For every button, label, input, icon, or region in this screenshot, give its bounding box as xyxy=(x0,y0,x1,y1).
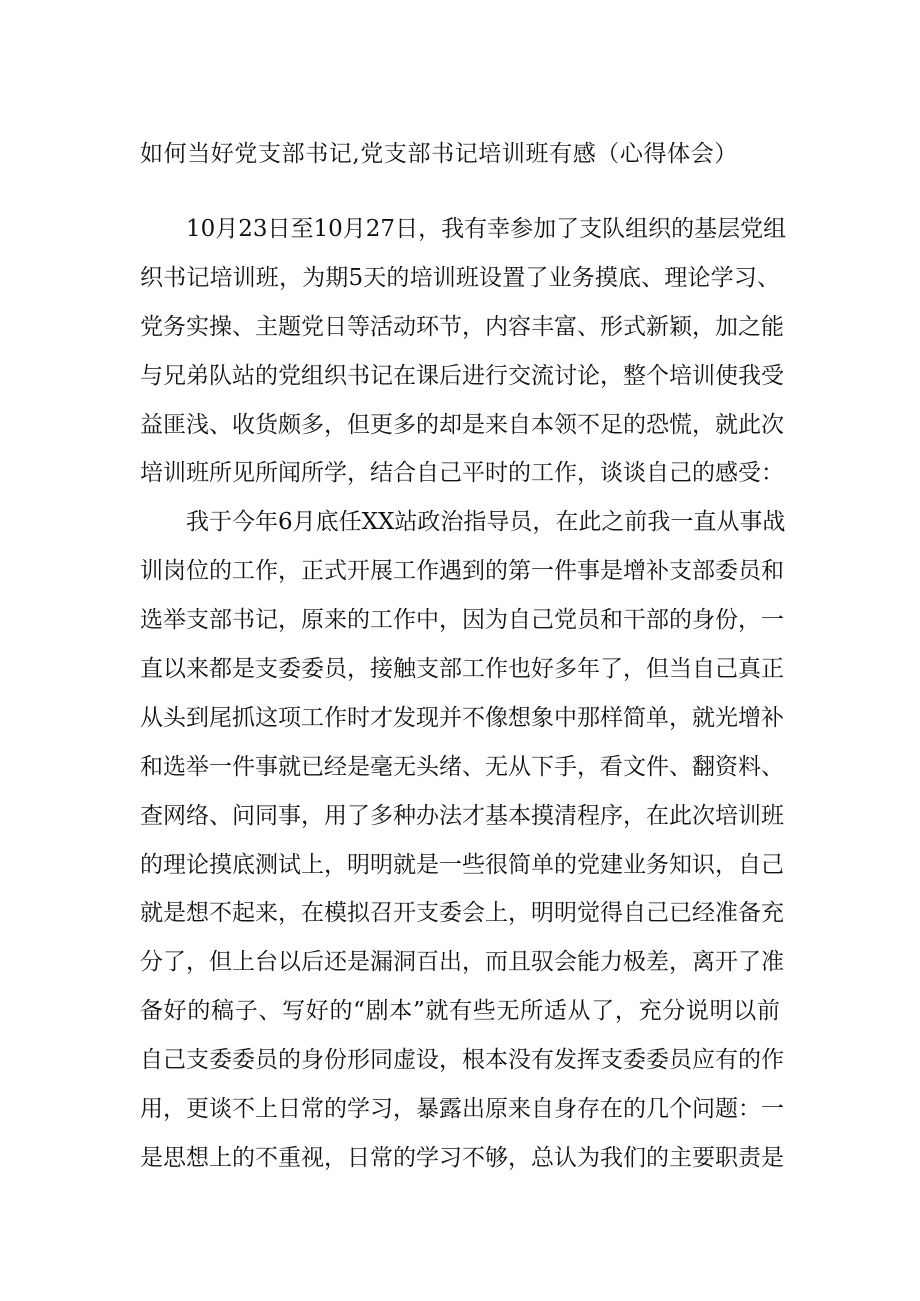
paragraph-2 xyxy=(140,498,786,1182)
paragraph-line: 培训班所见所闻所学，结合自己平时的工作，谈谈自己的感受： xyxy=(140,460,784,487)
paragraph-line: 益匪浅、收货颇多，但更多的却是来自本领不足的恐慌，就此次 xyxy=(140,411,784,438)
paragraph-line: 用，更谈不上日常的学习，暴露出原来自身存在的几个问题：一 xyxy=(140,1096,784,1123)
paragraph-line: 分了，但上台以后还是漏洞百出，而且驭会能力极差，离开了准 xyxy=(140,949,784,976)
paragraph-line: 是思想上的不重视，日常的学习不够，总认为我们的主要职责是 xyxy=(140,1144,784,1171)
document-title: 如何当好党支部书记,党支部书记培训班有感（心得体会） xyxy=(140,141,738,167)
paragraph-line: 党务实操、主题党日等活动环节，内容丰富、形式新颖，加之能 xyxy=(140,313,784,340)
paragraph-line: 查网络、问同事，用了多种办法才基本摸清程序，在此次培训班 xyxy=(140,802,784,829)
paragraph-line: 备好的稿子、写好的“剧本”就有些无所适从了，充分说明以前 xyxy=(140,998,780,1025)
paragraph-line: 10月23日至10月27日，我有幸参加了支队组织的基层党组 xyxy=(186,216,787,242)
paragraph-1 xyxy=(140,205,787,498)
paragraph-line: 从头到尾抓这项工作时才发现并不像想象中那样简单，就光增补 xyxy=(140,704,784,731)
paragraph-line: 我于今年6月底任XX站政治指导员，在此之前我一直从事战 xyxy=(186,509,786,536)
paragraph-line: 和选举一件事就已经是毫无头绪、无从下手，看文件、翻资料、 xyxy=(140,753,784,780)
paragraph-line: 的理论摸底测试上，明明就是一些很简单的党建业务知识，自己 xyxy=(140,851,784,878)
paragraph-line: 与兄弟队站的党组织书记在课后进行交流讨论，整个培训使我受 xyxy=(140,362,784,389)
paragraph-line: 就是想不起来，在模拟召开支委会上，明明觉得自己已经准备充 xyxy=(140,900,784,927)
paragraph-line: 织书记培训班，为期5天的培训班设置了业务摸底、理论学习、 xyxy=(140,264,780,291)
paragraph-line: 训岗位的工作，正式开展工作遇到的第一件事是增补支部委员和 xyxy=(140,558,784,585)
paragraph-line: 自己支委委员的身份形同虚设，根本没有发挥支委委员应有的作 xyxy=(140,1047,784,1074)
paragraph-line: 直以来都是支委委员，接触支部工作也好多年了，但当自己真正 xyxy=(140,656,784,683)
document-body xyxy=(140,205,787,1183)
paragraph-line: 选举支部书记，原来的工作中，因为自己党员和干部的身份，一 xyxy=(140,607,784,634)
